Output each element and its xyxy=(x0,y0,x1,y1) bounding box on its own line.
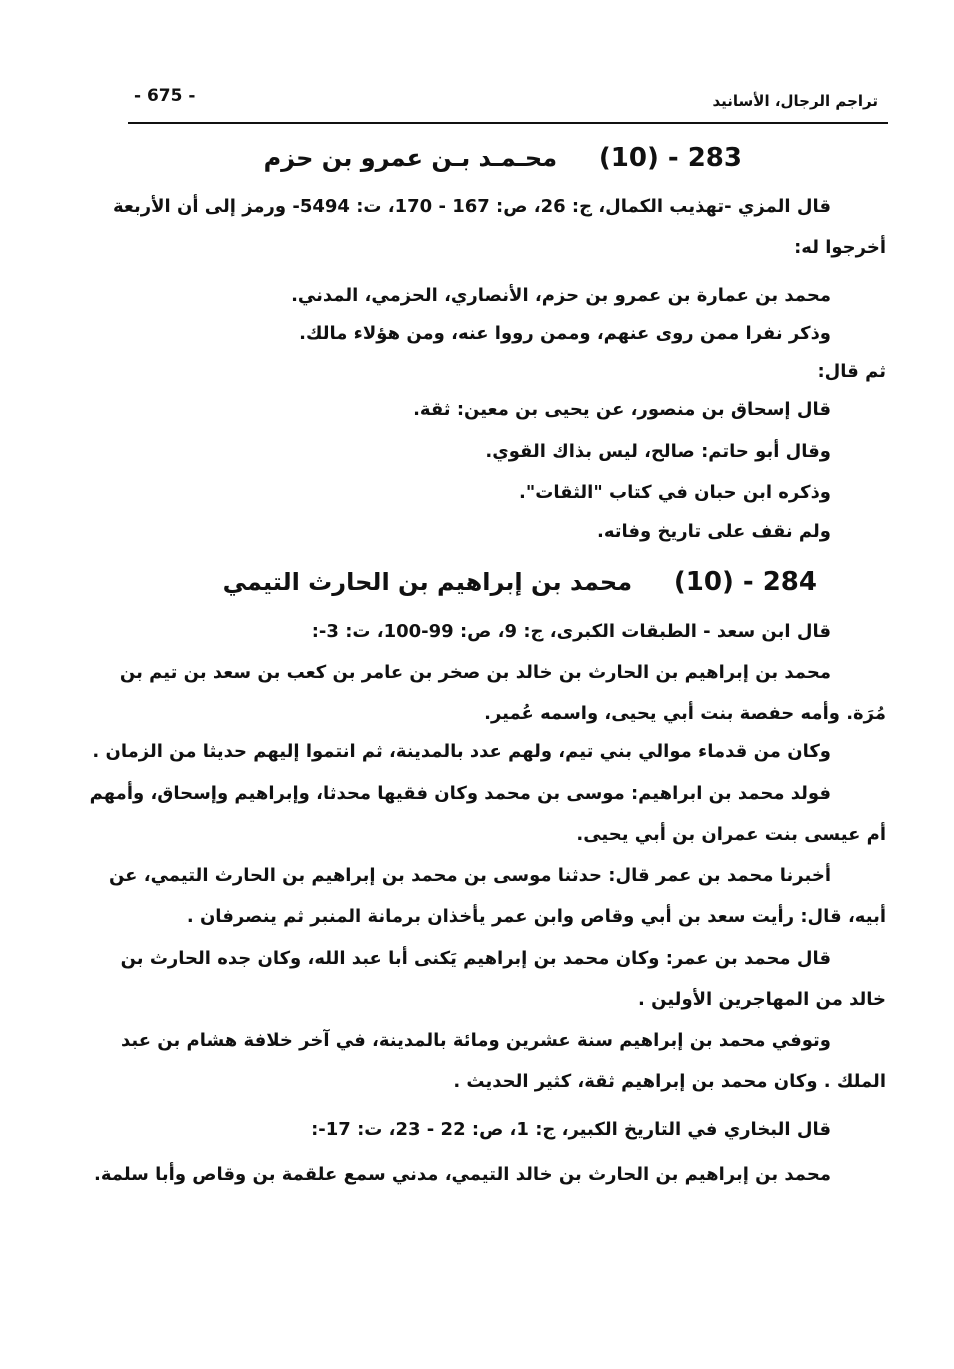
text-line: مُرَة. وأمه حفصة بنت أبي يحيى، واسمه عُمير. xyxy=(484,703,886,724)
text-line: وقال أبو حاتم: صالح، ليس بذاك القوي. xyxy=(485,441,831,462)
text-line: محمد بن إبراهيم بن الحارث بن خالد التيمي، مدني سمع علقمة بن وقاص وأبا سلمة. xyxy=(94,1164,831,1185)
text-line: وكان من قدماء موالي بني تيم، ولهم عدد بالمدينة، ثم انتموا إليهم حديثا من الزمان . xyxy=(92,741,831,762)
text-line: قال محمد بن عمر: وكان محمد بن إبراهيم يَكنى أبا عبد الله، وكان جده الحارث بن xyxy=(120,948,831,969)
entry-284-number: 284 - (10) xyxy=(673,567,817,597)
entry-283-heading xyxy=(264,143,742,173)
entry-284-name: محمد بن إبراهيم بن الحارث التيمي xyxy=(222,568,633,596)
text-line: محمد بن عمارة بن عمرو بن حزم، الأنصاري، الحزمي، المدني. xyxy=(291,285,831,306)
text-line: قال البخاري في التاريخ الكبير، ج: 1، ص: 22 - 23، ت: 17-: xyxy=(311,1119,831,1140)
text-line: خالد من المهاجرين الأولين . xyxy=(638,989,886,1010)
text-line: ثم قال: xyxy=(817,361,886,382)
text-line: أخرجوا له: xyxy=(794,237,886,258)
text-line: أم عيسى بنت عمران بن أبي يحيى. xyxy=(576,824,886,845)
entry-283-name: محـمـد بـن عمرو بن حزم xyxy=(263,144,558,172)
text-line: قال المزي -تهذيب الكمال، ج: 26، ص: 167 - 170، ت: 5494- ورمز إلى أن الأربعة xyxy=(112,196,831,217)
text-line: أبيه، قال: رأيت سعد بن أبي وقاص وابن عمر يأخذان برمانة المنبر ثم ينصرفان . xyxy=(186,906,886,927)
text-line: محمد بن إبراهيم بن الحارث بن خالد بن صخر بن عامر بن كعب بن سعد بن تيم بن xyxy=(119,662,831,683)
entry-284-heading xyxy=(223,567,817,597)
text-line: وذكره ابن حبان في كتاب "الثقات". xyxy=(519,482,831,503)
text-line: ولم نقف على تاريخ وفاته. xyxy=(597,521,831,542)
text-line: قال ابن سعد - الطبقات الكبرى، ج: 9، ص: 99-100، ت: 3-: xyxy=(311,621,831,642)
text-line: وذكر نفرا ممن روى عنهم، وممن رووا عنه، ومن هؤلاء مالك. xyxy=(299,323,831,344)
text-line: أخبرنا محمد بن عمر قال: حدثنا موسى بن محمد بن إبراهيم بن الحارث التيمي، عن xyxy=(108,865,831,886)
entry-283-number: 283 - (10) xyxy=(598,143,742,173)
running-title: تراجم الرجال، الأسانيد xyxy=(712,92,878,110)
text-line: وتوفي محمد بن إبراهيم سنة عشرين ومائة بالمدينة، في آخر خلافة هشام بن عبد xyxy=(121,1030,831,1051)
text-line: قال إسحاق بن منصور، عن يحيى بن معين: ثقة. xyxy=(413,399,831,420)
text-line: الملك . وكان محمد بن إبراهيم ثقة، كثير الحديث . xyxy=(453,1071,886,1092)
text-line: فولد محمد بن ابراهيم: موسى بن محمد وكان فقيها محدثا، وإبراهيم وإسحاق، وأمهم xyxy=(89,783,831,804)
header-rule xyxy=(128,122,888,124)
page-number: - 675 - xyxy=(134,86,196,106)
